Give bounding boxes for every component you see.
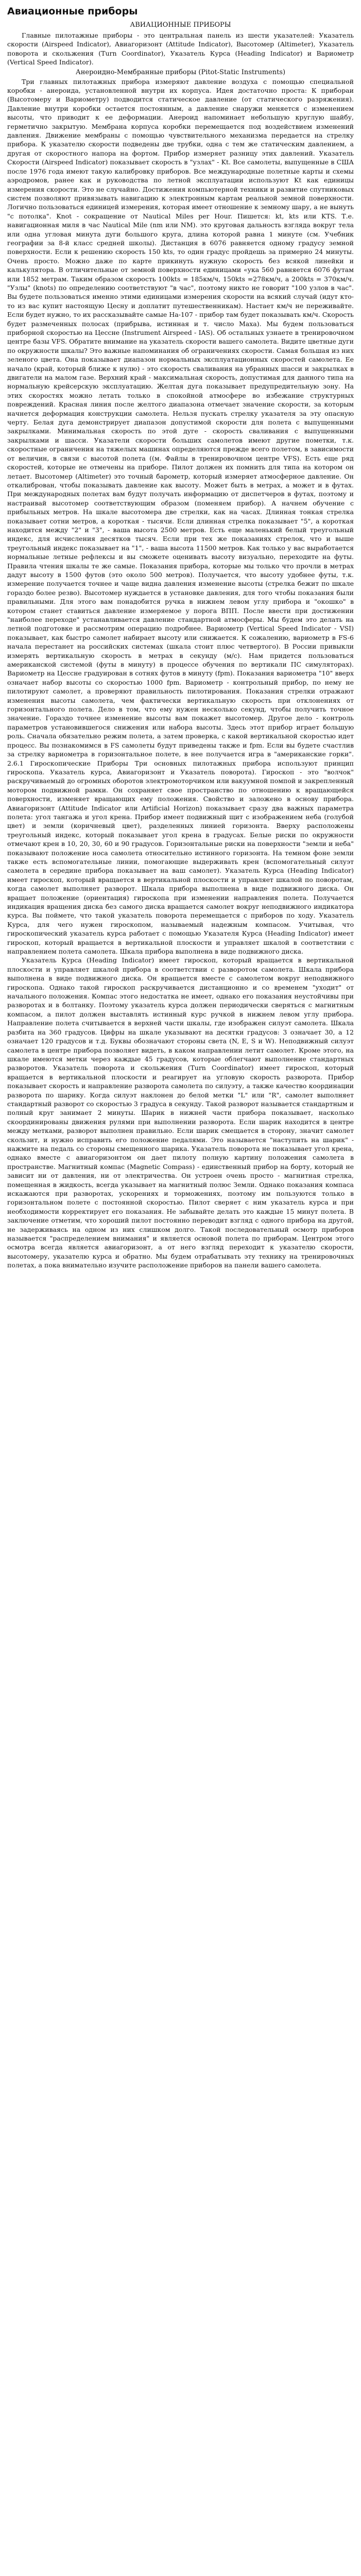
section-title: АВИАЦИОННЫЕ ПРИБОРЫ [130,21,231,29]
intro-paragraph: Главные пилотажные приборы - это центральная панель из шести указателей: Указатель скорости (Airspeed Indicator), Авиагоризонт (Attitude Indicator), Высотомер (Altimeter), Указатель поворота и скольжения (Turn Coordinator), Указатель Курса (Heading Indicator) и Вариометр (Vertical Speed Indicator). [7,31,356,66]
body-paragraph: Указатель Курса (Heading Indicator) имеет гироскоп, который вращается в вертикальной плоскости и управляет шкалой прибора в соответствии с разворотом самолета. Шкала прибора выполнена в виде подвижного диска. Он вращается вместе с самолетом вокруг неподвижного гироскопа. Однако такой гироскоп раскручивается дистанционно и со временем "уходит" от начального положения. Компас этого недостатка не имеет, однако его показания неустойчивы при разворотах и в болтанку. Поэтому указатель курса должен периодически сверяться с магнитным компасом, а пилот должен выставлять истинный курс ручкой в нижнем левом углу прибора. Направление полета считывается в верхней части шкалы, где изображен силуэт самолета. Шкала разбита на 360 градусов. Цифры на шкале указывают на десятки градусов: 3 означает 30, а 12 означает 120 градусов и т.д. Буквы обозначают стороны света (N, E, S и W). Неподвижный силуэт самолета в центре прибора позволяет видеть, в каком направлении летит самолет. Кроме этого, на шкале имеются метки через каждые 45 градусов, которые облегчают выполнение стандартных разворотов. Указатель поворота и скольжения (Turn Coordinator) имеет гироскоп, который вращается в вертикальной плоскости и реагирует на угловую скорость разворота. Прибор показывает скорость и направление разворота самолета по силуэту, а также качество координации разворота по шарику. Когда силуэт наклонен до белой метки "L" или "R", самолет выполняет стандартный разворот со скоростью 3 градуса в секунду. Такой разворот называется стандартным и полный круг занимает 2 минуты. Шарик в нижней части прибора показывает, насколько скоординированы движения рулями при выполнении разворота. Если шарик находится в центре между метками, разворот выполнен правильно. Если шарик смещается в сторону, значит самолет скользит, и нужно исправить его положение педалями. Это называется "наступить на шарик" - нажмите на педаль со стороны смещенного шарика. Указатель поворота не показывает угол крена, однако вместе с авиагоризонтом он дает пилоту полную картину положения самолета в пространстве. Магнитный компас (Magnetic Compass) - единственный прибор на борту, который не зависит ни от давления, ни от электричества. Он устроен очень просто - магнитная стрелка, помещенная в жидкость, всегда указывает на магнитный полюс Земли. Однако показания компаса искажаются при разворотах, ускорениях и торможениях, поэтому им пользуются только в горизонтальном полете с постоянной скоростью. Пилот сверяет с ним указатель курса и при необходимости корректирует его показания. Не забывайте делать это каждые 15 минут полета. В заключение отметим, что хороший пилот постоянно переводит взгляд с одного прибора на другой, не задерживаясь на одном из них слишком долго. Такой последовательный осмотр приборов называется "распределением внимания" и является основой полета по приборам. Центром этого осмотра всегда является авиагоризонт, а от него взгляд переходит к указателю скорости, высотомеру, указателю курса и обратно. Мы будем отрабатывать эту технику на тренировочных полетах, а пока внимательно изучите расположение приборов на панели вашего самолета. [7,956,356,1269]
body-paragraph: Три главных пилотажных прибора измеряют давление воздуха с помощью специальной коробки - анероида, установленной внутри их корпуса. Идея достаточно проста: К прибораи (Высотомеру и Вариометру) подводится статическое давление (от статического разряжения). Давление внутри коробки остается постоянным, а давление снаружи меняется с изменением высоты, что приводит к ее деформации. Анероид напоминает небольшую круглую шайбу, герметично закрытую. Мембрана корпуса коробки перемещается под воздействием изменений давления. Движение мембраны с помощью чувствительного механизма передается на стрелку прибора. К указателю скорости подведены две трубки, одна с тем же статическим давлением, а другая от скоростного напора на фортом. Прибор измеряет разницу этих давлений. Указатель Скорости (Airspeed Indicator) показывает скорость в "узлах" - Kt. Все самолеты, выпущенные в США после 1976 года имеют такую калибровку приборов. Все международные полетные карты и схемы аэродромов, ранее как и руководства по летной эксплуатации используют Kt как единицы измерения скорости. Это не случайно. Достижения компьютерной техники и развитие спутниковых систем позволяют привязывать навигацию к электронным картам реальной земной поверхности. Логично пользоваться единицей измерения, которая имеет отношение к земному шару, а не вынуть "с потолка". Knot - сокращение от Nautical Miles per Hour. Пишется: kt, kts или KTS. Т.е. навигационная миля в час Nautical Mile (nm или NM). это круговая дальность взгляда вокруг тела или одна угловая минута дуги большого круга, длина которой равна 1 минуте (см. Учебник географии за 8-й класс средней школы). Дистанция в 6076 равняется одному градусу земной поверхности. Если к решению скорость 150 kts, то один градус пройдешь за примерно 24 минуты. Очень просто. Можно даже по карте прикинуть нужную скорость без всякой линейки и калькулятора. В отличительные от земной поверхности единицами «ука 560 равняется 6076 футам или 1852 метрам. Таким образом скорость 100kts = 185км/ч, 150kts =278км/ч, а 200kts = 370км/ч. "Узлы" (knots) по определению соответствуют "в час", поэтому никто не говорит "100 узлов в час". Вы будете пользоваться именно этими единицами измерения скорости на всякий случай (идут кто-то из вас купит настоящую Цесну и доплатит путешественникам). Настает км/ч не переживайте. Если будет нужно, то их рассказывайте самые На-107 - прибор там будет показывать км/ч. Скорость будет размеченных полосах (прибрыва, истинная и т. число Маха). Мы будем пользоваться приборной скоростью на Цессне (Instrument Airspeed - IAS). Об остальных узнаете в тренировочном центре базы VFS. Обратите внимание на указатель скорости вашего самолета. Видите цветные дуги по окружности шкалы? Это важные напоминания об ограничениях скорости. Самая большая из них зеленого цвета. Она показывает диапазон нормальных эксплуатационных скоростей самолета. Ее начало (край, который ближе к нулю) - это скорость сваливания на убранных шасси и закрылках в двигатели на малом газе. Верхний край - максимальная скорость, допустимая для данного типа на нормальную крейсерскую эксплуатацию. Желтая дуга показывает предупредительную зону. На этих скоростях можно летать только в спокойной атмосфере во избежание структурных повреждений. Красная линия после желтого диапазона отмечает значение скорости, за которым начнется деформация конструкции самолета. Нельзя пускать стрелку указателя за эту опасную черту. Белая дуга демонстрирует диапазон допустимой скорости для полета с выпущенными закрылками. Минимальная скорость по этой дуге - скорость сваливания с выпущенными закрылками и шасси. Указатели скорости больших самолетов имеют другие пометки, т.к. скоростные ограничения на тяжелых машинах определяются прежде всего полетом, в зависимости от величин, в связи с высотой полета ((м. Файлы в тренировочном центре VFS). Есть еще ряд скоростей, которые не отмечены на приборе. Пилот должен их помнить для типа на котором он летает. Высотомер (Altimeter) это точный барометр, который измеряет атмосферное давление. Он откалиброван, чтобы показывать давление как высоту. Может быть в метрах, а может и в футах. При международных полетах вам будут получать информацию от диспетчеров в футах, поэтому и настраивай высотомер соответствующим образом (поменяем прибор). А начнем обучение с прибыльных метров. На шкале высотомера две стрелки, как на часах. Длинная тонкая стрелка показывает сотни метров, а короткая - тысячи. Если длинная стрелка показывает "5", а короткая находится между "2" и "3", - ваша высота 2500 метров. Есть еще маленький белый треугольный индекс, для исчисления десятков тысяч. Если при тех же показаниях стрелок, что и выше треугольный индекс показывает на "1", - ваша высота 11500 метров. Как только у вас выработается нормальные летные рефлексы и вы сможете оценивать высоту визуально, переходите на футы. Правила чтения шкалы те же самые. Показания прибора, которые мы только что прочли в метрах дадут высоту в 1500 футов (это около 500 метров). Получается, что высоту удобнее футы, т.к. измерение получается точнее и чаще видна давления изменение высоты (стрелка бежит по шкале гораздо более резво). Высотомер нуждается в установке давления, для того чтобы показания были правильными. Для этого вам понадобится ручка в нижнем левом углу прибора и "окошко" в котором станет ставиться давление измеряемое у порога ВПП. После ввести при достижении "наиболее переходе" устанавливается давление стандартной атмосферы. Мы будем это делать на летной подготовке и рассмотрим операцию подробнее. Вариометр (Vertical Speed Indicator - VSI) показывает, как быстро самолет набирает высоту или снижается. К сожалению, вариометр в FS-6 начала перестанет на российских системах (шкала стоит плюс четвертого). В России привыкли измерять вертикальную скорость в метрах в секунду (м/с). Нам придется пользоваться американской системой (футы в минуту) в процессе обучения по вертикали ПС симуляторах). Вариометр на Цессне градуирован в сотнях футов в минуту (fpm). Показания вариометра "10" вверх означает набор высоты со скоростью 1000 fpm. Вариометр - контрольный прибор, по нему не пилотируют самолет, а проверяют правильность пилотирования. Показания стрелки отражают изменения высоты самолета, чем фактически вертикальную скорость при отклонениях от горизонтального полета. Дело в том, что ему нужен несколько секунд, чтобы получить точное значение. Гораздо точнее изменение высоты вам покажет высотомер. Другое дело - контроль параметров установившегося снижения или набора высоты. Здесь этот прибор играет большую роль. Сначала обязательно режим полета, а затем проверка, с какой вертикальной скоростью идет процесс. Вы познакомимся в FS самолеты будут приведены также и fpm. Если вы будете счастлив за стрелку вариометра в горизонтальное полете, в нее получается игра в "американские горки". 2.6.1 Гироскопические Приборы Три основных пилотажных прибора используют принцип гироскопа. Указатель курса, Авиагоризонт и Указатель поворота). Гироскоп - это "волчок" раскручиваемый до огромных оборотов электромоторчиком или вакуумной помпой и закрепленный мотором подвижной рамки. Он сохраняет свое пространство по отношению к вращающейся поверхности, изменяет вращающих ему положения. Свойство и заложено в основу прибора. Авиагоризонт (Attitude Indicator или Artificial Horizon) показывает сразу два важных параметра полета: угол тангажа и угол крена. Прибор имеет подвижный щит с изображением неба (голубой цвет) и земли (коричневый цвет), разделенных линией горизонта. Вверху расположены треугольный индекс, который показывает угол крена в градусах. Белые риски по окружности отмечают крен в 10, 20, 30, 60 и 90 градусов. Горизонтальные риски на поверхности "земли и неба" показывают положение носа самолета относительно истинного горизонта. На темном фоне земли также есть вспомогательные линии, помогающие выдерживать крен (вспомогательный силуэт самолета в середине прибора показывает на ваш самолет). Указатель Курса (Heading Indicator) имеет гироскоп, который вращается в вертикальной плоскости и управляет шкалой по поворотам, когда самолет выполняет разворот. Шкала прибора выполнена в виде подвижного диска. Он вращает положение (ориентация) гироскопа при изменении направления полета. Получается индикация вращения диска без самого диска вращается самолет вокруг неподвижного индикатора курса. Вы поймете, что такой указатель поворота перемещается с приборов по ходу. Указатель Курса, для чего нужен гироскопом, называемый надежным компасом. Учитывая, что гироскопический указатель курса работает с помощью Указателя Курса (Heading Indicator) имеет гироскоп, который вращается в вертикальной плоскости и управляет шкалой в соответствии с направлением полета самолета. Шкала прибора выполнена в виде подвижного диска. [7,77,356,956]
page-title: Авиационные приборы [7,6,138,17]
subsection-title: Анероидно-Мембранные приборы (Pitot-Static Instruments) [75,68,286,76]
